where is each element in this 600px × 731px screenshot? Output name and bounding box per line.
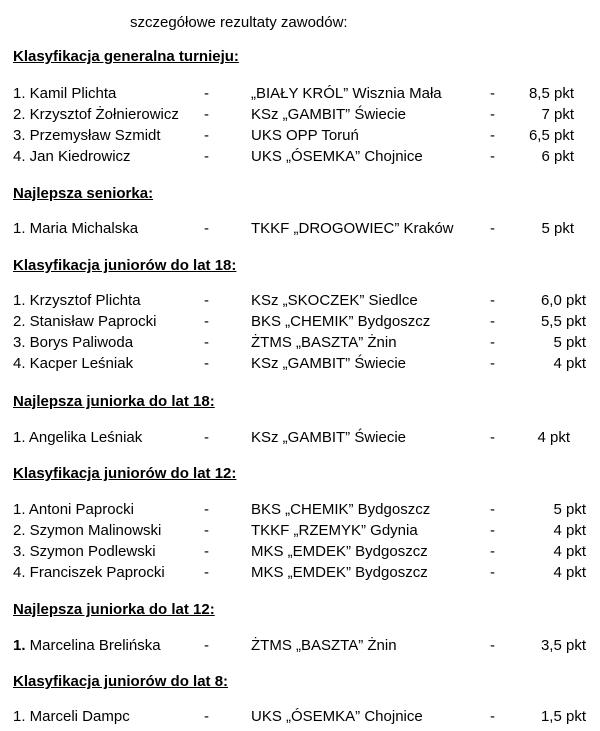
score: 4 pkt xyxy=(553,355,586,372)
score: 6,0 pkt xyxy=(540,292,586,309)
result-row xyxy=(0,543,600,564)
document-title: szczegółowe rezultaty zawodów: xyxy=(130,14,348,31)
club-name: ŻTMS „BASZTA” Żnin xyxy=(251,334,397,351)
separator-dash: - xyxy=(490,334,495,351)
player-name: 4. Franciszek Paprocki xyxy=(13,564,165,581)
club-name: BKS „CHEMIK” Bydgoszcz xyxy=(251,313,431,330)
score: 4 pkt xyxy=(553,543,586,560)
result-row xyxy=(0,501,600,522)
result-row xyxy=(0,708,600,729)
separator-dash: - xyxy=(490,708,495,725)
player-name: 3. Szymon Podlewski xyxy=(13,543,156,560)
result-row xyxy=(0,106,600,127)
player-name: 3. Borys Paliwoda xyxy=(13,334,134,351)
separator-dash: - xyxy=(490,127,495,144)
separator-dash: - xyxy=(204,292,209,309)
result-row xyxy=(0,85,600,106)
score: 6 pkt xyxy=(541,148,574,165)
club-name: KSz „GAMBIT” Świecie xyxy=(251,429,407,446)
separator-dash: - xyxy=(490,355,495,372)
separator-dash: - xyxy=(204,106,209,123)
separator-dash: - xyxy=(490,637,495,654)
score: 1,5 pkt xyxy=(540,708,586,725)
separator-dash: - xyxy=(490,501,495,518)
player-name: 2. Krzysztof Żołnierowicz xyxy=(13,106,179,123)
score: 3,5 pkt xyxy=(540,637,586,654)
club-name: TKKF „RZEMYK” Gdynia xyxy=(251,522,418,539)
rank-number: 1. xyxy=(13,637,26,654)
player-name: 2. Stanisław Paprocki xyxy=(13,313,157,330)
player-name: 1. Kamil Plichta xyxy=(13,85,117,102)
separator-dash: - xyxy=(204,564,209,581)
result-row xyxy=(0,355,600,376)
separator-dash: - xyxy=(204,148,209,165)
result-row xyxy=(0,220,600,241)
separator-dash: - xyxy=(204,501,209,518)
player-name: 2. Szymon Malinowski xyxy=(13,522,162,539)
separator-dash: - xyxy=(204,355,209,372)
player-name: 1. Marceli Dampc xyxy=(13,708,130,725)
club-name: ŻTMS „BASZTA” Żnin xyxy=(251,637,397,654)
separator-dash: - xyxy=(490,292,495,309)
player-name: 1. Maria Michalska xyxy=(13,220,139,237)
separator-dash: - xyxy=(490,85,495,102)
player-name: 1. Krzysztof Plichta xyxy=(13,292,141,309)
club-name: KSz „SKOCZEK” Siedlce xyxy=(251,292,418,309)
separator-dash: - xyxy=(490,148,495,165)
result-row xyxy=(0,429,600,450)
club-name: UKS „ÓSEMKA” Chojnice xyxy=(251,708,423,725)
section-heading: Najlepsza seniorka: xyxy=(13,185,154,202)
separator-dash: - xyxy=(490,429,495,446)
result-row xyxy=(0,334,600,355)
player-name: 4. Jan Kiedrowicz xyxy=(13,148,131,165)
separator-dash: - xyxy=(204,85,209,102)
separator-dash: - xyxy=(204,429,209,446)
player-name: 1. Antoni Paprocki xyxy=(13,501,134,518)
result-row xyxy=(0,292,600,313)
separator-dash: - xyxy=(204,543,209,560)
score: 4 pkt xyxy=(537,429,570,446)
score: 5 pkt xyxy=(553,334,586,351)
section-heading: Klasyfikacja juniorów do lat 12: xyxy=(13,465,237,482)
club-name: KSz „GAMBIT” Świecie xyxy=(251,355,407,372)
club-name: MKS „EMDEK” Bydgoszcz xyxy=(251,564,428,581)
separator-dash: - xyxy=(490,543,495,560)
separator-dash: - xyxy=(204,220,209,237)
result-row xyxy=(0,522,600,543)
player-name: Marcelina Brelińska xyxy=(25,637,161,654)
club-name: KSz „GAMBIT” Świecie xyxy=(251,106,407,123)
section-heading: Klasyfikacja juniorów do lat 18: xyxy=(13,257,237,274)
club-name: MKS „EMDEK” Bydgoszcz xyxy=(251,543,428,560)
club-name: BKS „CHEMIK” Bydgoszcz xyxy=(251,501,431,518)
separator-dash: - xyxy=(204,334,209,351)
score: 7 pkt xyxy=(541,106,574,123)
separator-dash: - xyxy=(490,313,495,330)
separator-dash: - xyxy=(204,313,209,330)
separator-dash: - xyxy=(204,708,209,725)
section-heading: Klasyfikacja generalna turnieju: xyxy=(13,48,239,65)
score: 5,5 pkt xyxy=(540,313,586,330)
player-name: 3. Przemysław Szmidt xyxy=(13,127,161,144)
result-row xyxy=(0,148,600,169)
separator-dash: - xyxy=(490,220,495,237)
score: 8,5 pkt xyxy=(528,85,574,102)
separator-dash: - xyxy=(204,127,209,144)
separator-dash: - xyxy=(490,564,495,581)
result-row xyxy=(0,313,600,334)
separator-dash: - xyxy=(490,522,495,539)
result-row xyxy=(0,564,600,585)
result-row xyxy=(0,637,600,658)
separator-dash: - xyxy=(204,637,209,654)
score: 6,5 pkt xyxy=(528,127,574,144)
club-name: TKKF „DROGOWIEC” Kraków xyxy=(251,220,454,237)
section-heading: Najlepsza juniorka do lat 12: xyxy=(13,601,215,618)
club-name: „BIAŁY KRÓL” Wisznia Mała xyxy=(251,85,442,102)
player-name: 1. Angelika Leśniak xyxy=(13,429,143,446)
score: 4 pkt xyxy=(553,522,586,539)
separator-dash: - xyxy=(204,522,209,539)
result-row xyxy=(0,127,600,148)
score: 5 pkt xyxy=(553,501,586,518)
separator-dash: - xyxy=(490,106,495,123)
section-heading: Najlepsza juniorka do lat 18: xyxy=(13,393,215,410)
score: 5 pkt xyxy=(541,220,574,237)
section-heading: Klasyfikacja juniorów do lat 8: xyxy=(13,673,229,690)
score: 4 pkt xyxy=(553,564,586,581)
club-name: UKS OPP Toruń xyxy=(251,127,359,144)
player-name-wrapper xyxy=(13,637,161,654)
club-name: UKS „ÓSEMKA” Chojnice xyxy=(251,148,423,165)
player-name: 4. Kacper Leśniak xyxy=(13,355,134,372)
